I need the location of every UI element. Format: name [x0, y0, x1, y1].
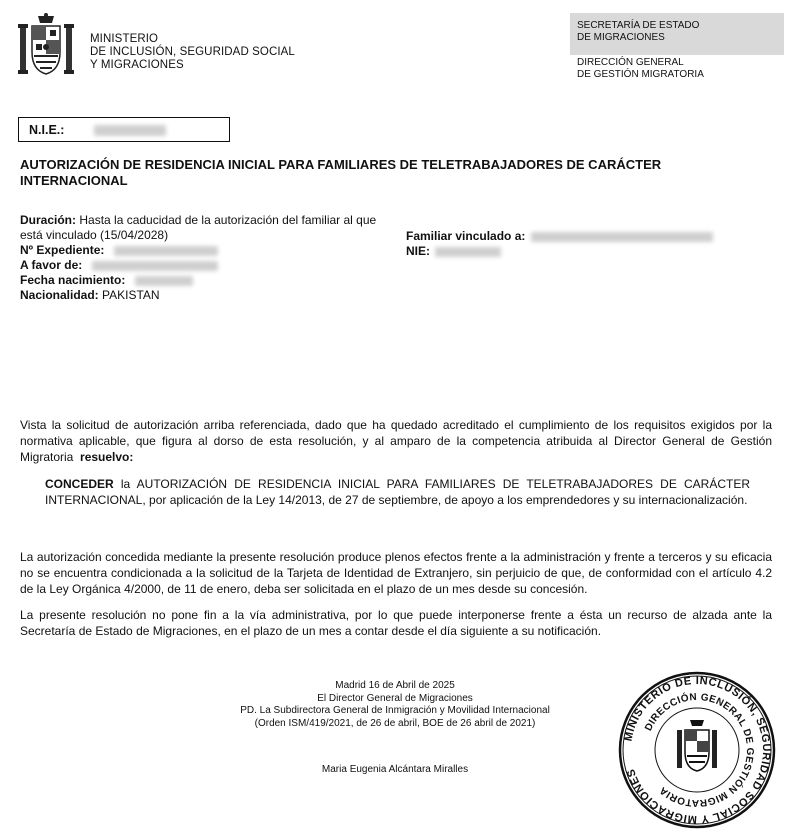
details-left	[20, 213, 380, 303]
duracion-row	[20, 213, 380, 243]
ministry-line-2: DE INCLUSIÓN, SEGURIDAD SOCIAL	[90, 46, 295, 58]
nie-redacted	[94, 125, 166, 136]
paragraph-recurso: La presente resolución no pone fin a la vía administrativa, por lo que puede interponerse frente a ésta un recurso de alzada ante la Secretaría de Estado de Migraciones, en el plazo de un mes a contar desde el día siguiente a su notificación.	[20, 608, 772, 638]
familiar-row	[406, 229, 713, 244]
seal-emblem	[677, 720, 717, 771]
favor-row	[20, 258, 380, 273]
direccion-line-1: DIRECCIÓN GENERAL	[577, 57, 684, 68]
direccion-line-2: DE GESTIÓN MIGRATORIA	[577, 69, 704, 80]
seal-inner-text: DIRECCIÓN GENERAL DE GESTIÓN MIGRATORIA	[643, 691, 756, 809]
secretaria-line-1: SECRETARÍA DE ESTADO	[577, 20, 700, 31]
signature-block	[185, 680, 605, 730]
paragraph-vista	[20, 417, 772, 465]
nacionalidad-value: PAKISTAN	[98, 288, 160, 302]
coat-of-arms-icon	[14, 12, 78, 82]
expediente-row	[20, 243, 380, 258]
favor-label: A favor de:	[20, 258, 83, 272]
signature-line-1: Madrid 16 de Abril de 2025	[335, 680, 455, 691]
duracion-label: Duración:	[20, 213, 77, 227]
signature-line-4: (Orden ISM/419/2021, de 26 de abril, BOE de 26 abril de 2021)	[254, 717, 536, 729]
signature-line-3: PD. La Subdirectora General de Inmigración y Movilidad Internacional	[240, 705, 550, 716]
familiar-nie-redacted	[435, 247, 501, 257]
nacimiento-redacted	[135, 276, 193, 286]
expediente-label: Nº Expediente:	[20, 243, 105, 257]
ministry-name	[90, 33, 295, 72]
nacimiento-row	[20, 273, 380, 288]
direccion-text	[577, 57, 704, 81]
resuelvo-label: resuelvo:	[80, 450, 134, 464]
ministry-line-1: MINISTERIO	[90, 33, 159, 45]
familiar-redacted	[531, 232, 713, 242]
seal-outer-text: MINISTERIO DE INCLUSIÓN, SEGURIDAD SOCIAL Y MIGRACIONES	[622, 674, 773, 826]
paragraph-conceder-text: la AUTORIZACIÓN DE RESIDENCIA INICIAL PARA FAMILIARES DE TELETRABAJADORES DE CARÁCTER INTERNACIONAL, por aplicación de la Ley 14/2013, de 27 de septiembre, de apoyo a los emprendedores y su internacionalización.	[45, 477, 750, 507]
document-title: AUTORIZACIÓN DE RESIDENCIA INICIAL PARA FAMILIARES DE TELETRABAJADORES DE CARÁCTER INTERNACIONAL	[20, 157, 662, 188]
nie-box-label: N.I.E.:	[29, 123, 65, 137]
nie-box	[18, 117, 230, 142]
paragraph-conceder	[45, 476, 750, 508]
signature-line-2: El Director General de Migraciones	[317, 692, 473, 704]
conceder-label: CONCEDER	[45, 477, 114, 491]
nacimiento-label: Fecha nacimiento:	[20, 273, 126, 287]
paragraph-vista-text: Vista la solicitud de autorización arriba referenciada, dado que ha quedado acreditado el cumplimiento de los requisitos exigidos por la normativa aplicable, que figura al dorso de esta resolución, y al amparo de la competencia atribuida al Director General de Gestión Migratoria	[20, 418, 772, 464]
expediente-redacted	[114, 246, 218, 256]
familiar-label: Familiar vinculado a:	[406, 229, 526, 243]
nacionalidad-label: Nacionalidad:	[20, 288, 99, 302]
favor-redacted	[92, 261, 218, 271]
ministry-line-3: Y MIGRACIONES	[90, 59, 184, 71]
familiar-nie-label: NIE:	[406, 244, 430, 258]
details-right	[406, 229, 713, 259]
secretaria-line-2: DE MIGRACIONES	[577, 32, 665, 43]
familiar-nie-row	[406, 244, 713, 259]
secretaria-text	[577, 20, 699, 44]
official-seal-icon	[617, 670, 777, 830]
nacionalidad-row	[20, 288, 380, 303]
duracion-value: Hasta la caducidad de la autorización del familiar al que está vinculado (15/04/2028)	[20, 213, 377, 242]
signer-name: Maria Eugenia Alcántara Miralles	[321, 764, 469, 775]
paragraph-efectos: La autorización concedida mediante la presente resolución produce plenos efectos frente a la administración y frente a terceros y su eficacia no se encuentra condicionada a la solicitud de la Tarjeta de Identidad de Extranjero, sin perjuicio de que, de conformidad con el artículo 4.2 de la Ley Orgánica 4/2000, de 11 de enero, deba ser solicitada en el plazo de un mes desde su concesión.	[20, 550, 772, 596]
